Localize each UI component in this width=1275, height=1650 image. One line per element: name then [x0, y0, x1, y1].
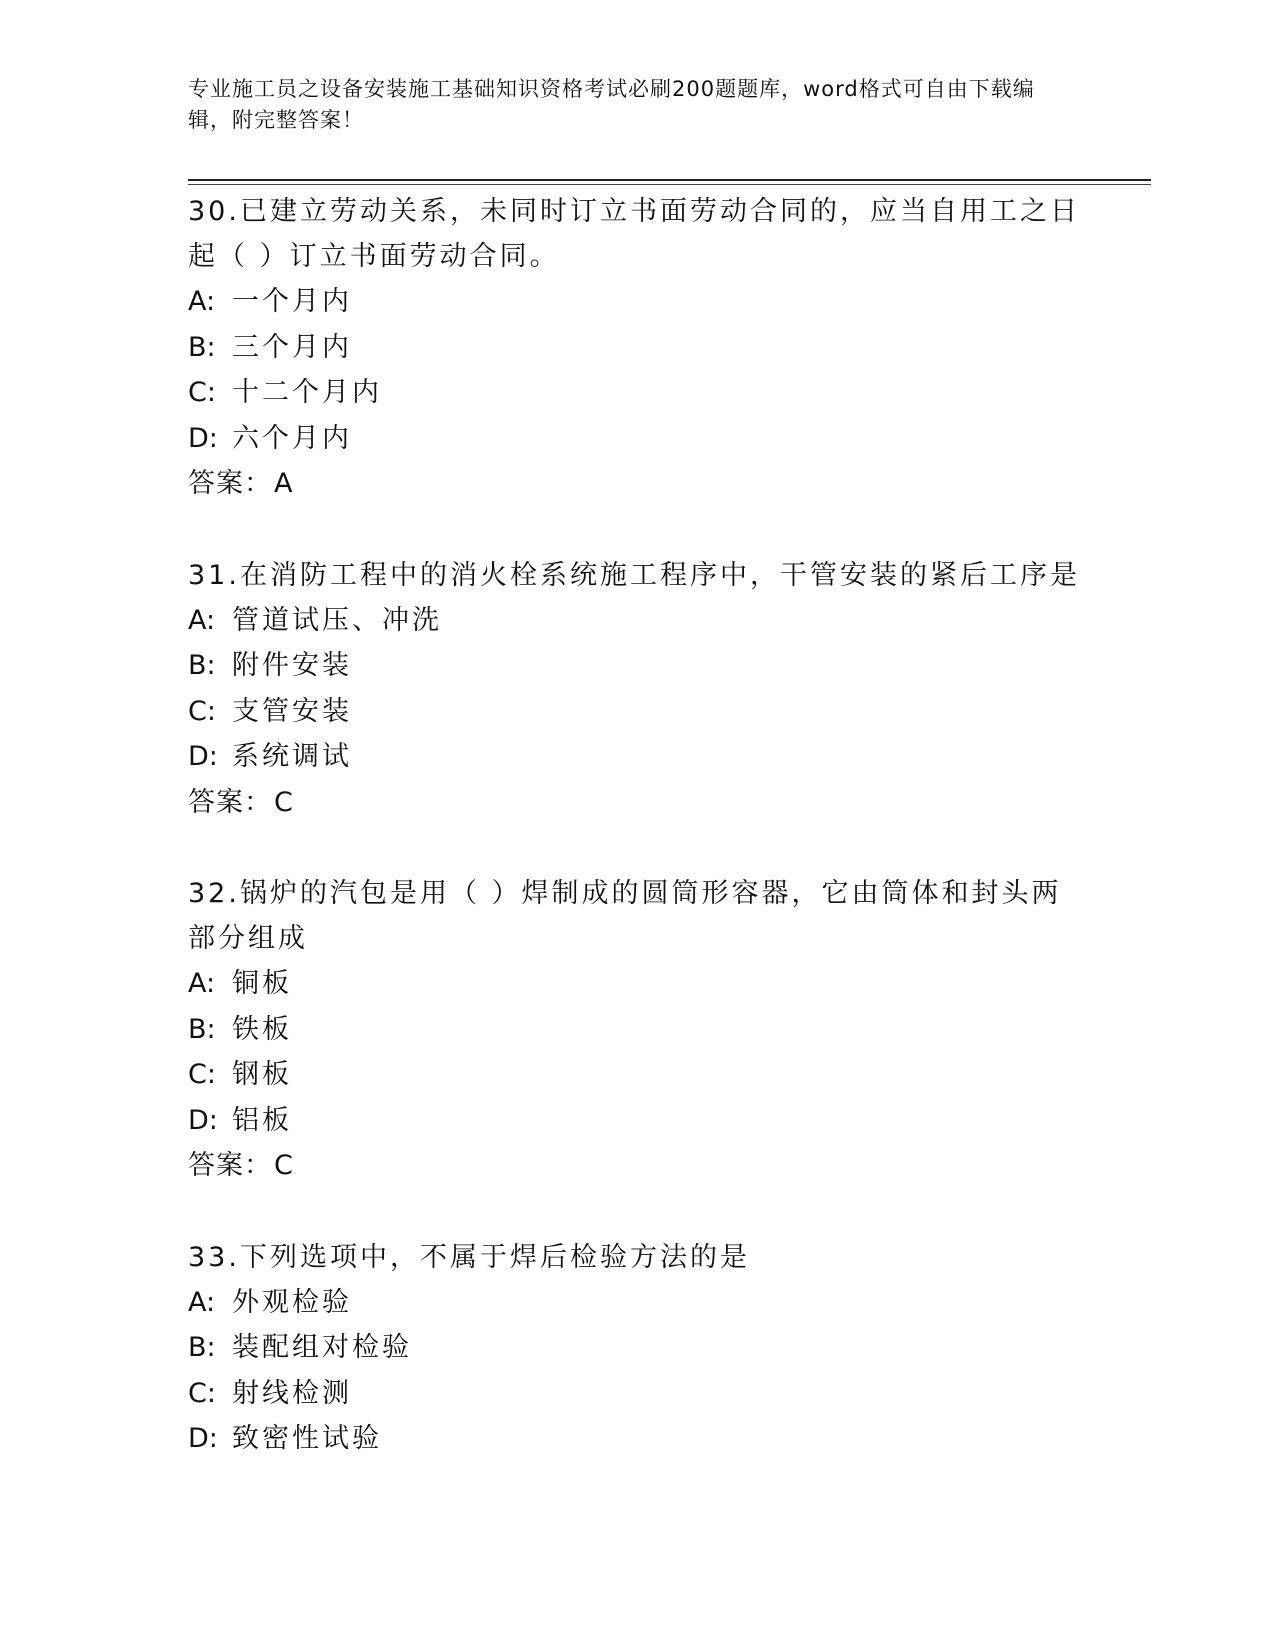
option-key: B:	[188, 1332, 216, 1363]
option-key: C:	[188, 1377, 216, 1409]
option-d	[188, 1098, 1088, 1144]
answer-line	[188, 780, 1088, 826]
option-c	[188, 1371, 1088, 1417]
option-text: 附件安装	[232, 650, 352, 681]
answer-value: C	[274, 1150, 294, 1181]
header-divider-thin	[188, 184, 1151, 185]
option-d	[188, 1416, 1088, 1462]
option-key: C:	[188, 1059, 216, 1090]
option-key: B:	[188, 650, 216, 681]
question-33	[188, 1235, 1088, 1462]
option-key: D:	[188, 1104, 218, 1136]
question-stem: 33.下列选项中，不属于焊后检验方法的是	[188, 1241, 750, 1273]
question-list	[188, 189, 1088, 1508]
document-header: 专业施工员之设备安装施工基础知识资格考试必刷200题题库，word格式可自由下载编辑，附完整答案！	[188, 77, 1035, 132]
option-key: D:	[188, 422, 218, 454]
option-b	[188, 325, 1088, 371]
option-text: 六个月内	[232, 422, 352, 454]
option-key: A:	[188, 604, 216, 636]
option-d	[188, 734, 1088, 780]
question-stem: 32.锅炉的汽包是用（ ）焊制成的圆筒形容器，它由筒体和封头两部分组成	[188, 878, 1062, 954]
option-text: 射线检测	[232, 1377, 352, 1409]
option-text: 铜板	[232, 968, 292, 999]
option-a	[188, 961, 1088, 1007]
answer-label: 答案：	[188, 1150, 272, 1181]
option-key: D:	[188, 1423, 218, 1454]
option-a	[188, 1280, 1088, 1326]
option-text: 致密性试验	[232, 1423, 382, 1454]
question-31	[188, 553, 1088, 826]
option-a	[188, 598, 1088, 644]
answer-line	[188, 461, 1088, 507]
option-key: A:	[188, 968, 216, 999]
question-32	[188, 871, 1088, 1189]
option-text: 装配组对检验	[232, 1332, 412, 1363]
option-c	[188, 689, 1088, 735]
question-stem: 31.在消防工程中的消火栓系统施工程序中，干管安装的紧后工序是	[188, 559, 1080, 591]
option-text: 支管安装	[232, 695, 352, 727]
option-text: 十二个月内	[232, 377, 382, 408]
option-text: 系统调试	[232, 741, 352, 772]
option-text: 铁板	[232, 1013, 292, 1045]
option-text: 外观检验	[232, 1286, 352, 1318]
option-text: 管道试压、冲洗	[232, 604, 442, 636]
option-text: 三个月内	[232, 331, 352, 363]
option-key: B:	[188, 1013, 216, 1045]
answer-value: C	[274, 786, 294, 818]
option-text: 铝板	[232, 1104, 292, 1136]
option-b	[188, 1325, 1088, 1371]
question-stem: 30.已建立劳动关系，未同时订立书面劳动合同的，应当自用工之日起（ ）订立书面劳动合同。	[188, 196, 1080, 272]
question-30	[188, 189, 1088, 507]
option-key: A:	[188, 1286, 216, 1318]
option-text: 钢板	[232, 1059, 292, 1090]
option-d	[188, 416, 1088, 462]
option-text: 一个月内	[232, 286, 352, 317]
option-b	[188, 643, 1088, 689]
option-c	[188, 370, 1088, 416]
option-key: C:	[188, 695, 216, 727]
answer-label: 答案：	[188, 468, 272, 499]
answer-value: A	[274, 468, 294, 499]
option-key: B:	[188, 331, 216, 363]
answer-label: 答案：	[188, 786, 272, 818]
option-b	[188, 1007, 1088, 1053]
option-key: C:	[188, 377, 216, 408]
option-a	[188, 279, 1088, 325]
option-key: D:	[188, 741, 218, 772]
option-key: A:	[188, 286, 216, 317]
option-c	[188, 1052, 1088, 1098]
answer-line	[188, 1143, 1088, 1189]
header-divider-thick	[188, 179, 1151, 181]
